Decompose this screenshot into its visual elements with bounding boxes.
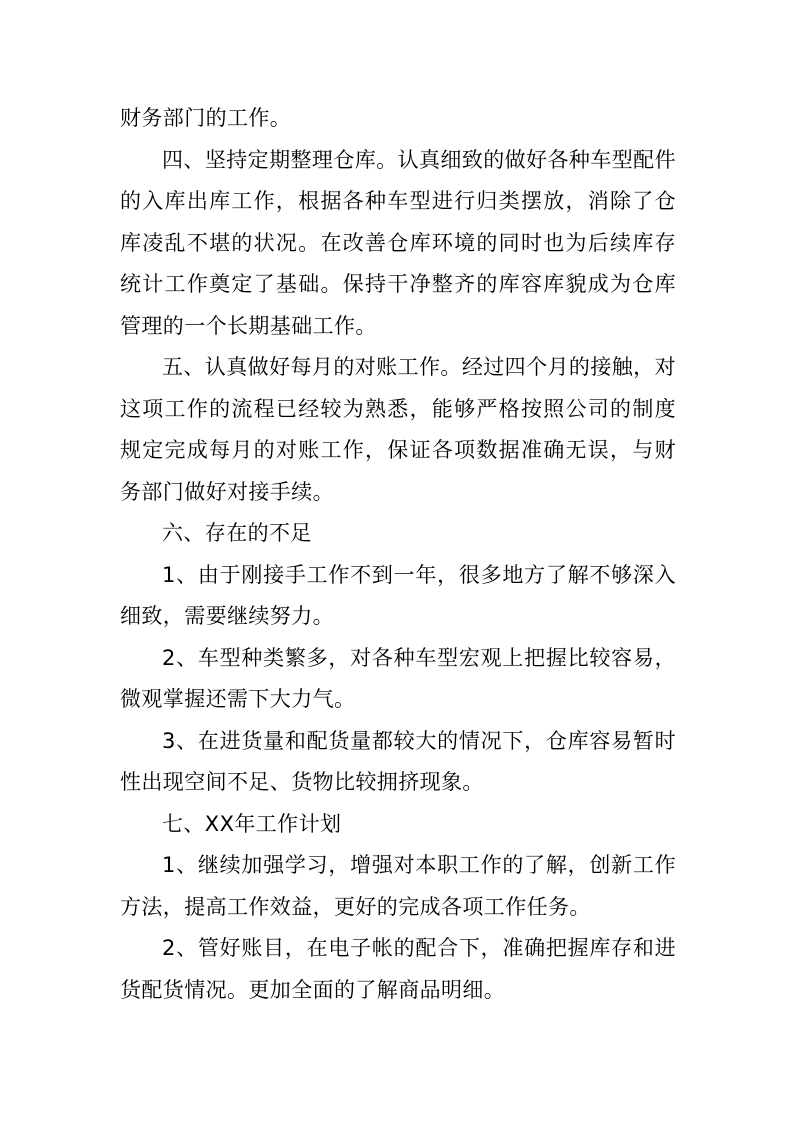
paragraph-continuation: 财务部门的工作。 — [120, 106, 292, 130]
section-heading-work-plan: 七、XX年工作计划 — [162, 811, 342, 836]
list-item-plan-2: 2、管好账目，在电子帐的配合下，准确把握库存和进货配货情况。更加全面的了解商品明细。 — [120, 936, 676, 1002]
paragraph-warehouse-organization: 四、坚持定期整理仓库。认真细致的做好各种车型配件的入库出库工作，根据各种车型进行归类摆放，消除了仓库凌乱不堪的状况。在改善仓库环境的同时也为后续库存统计工作奠定了基础。保持干净整齐的库容库貌成为仓库管理的一个长期基础工作。 — [120, 147, 676, 338]
document-body — [120, 98, 676, 1011]
list-item-shortcoming-2: 2、车型种类繁多，对各种车型宏观上把握比较容易，微观掌握还需下大力气。 — [120, 645, 676, 711]
list-item-shortcoming-3: 3、在进货量和配货量都较大的情况下，仓库容易暂时性出现空间不足、货物比较拥挤现象。 — [120, 728, 676, 794]
paragraph-monthly-reconciliation: 五、认真做好每月的对账工作。经过四个月的接触，对这项工作的流程已经较为熟悉，能够严格按照公司的制度规定完成每月的对账工作，保证各项数据准确无误，与财务部门做好对接手续。 — [120, 355, 676, 504]
section-heading-shortcomings: 六、存在的不足 — [162, 521, 312, 545]
list-item-shortcoming-1: 1、由于刚接手工作不到一年，很多地方了解不够深入细致，需要继续努力。 — [120, 562, 676, 628]
list-item-plan-1: 1、继续加强学习，增强对本职工作的了解，创新工作方法，提高工作效益，更好的完成各项工作任务。 — [120, 853, 676, 919]
